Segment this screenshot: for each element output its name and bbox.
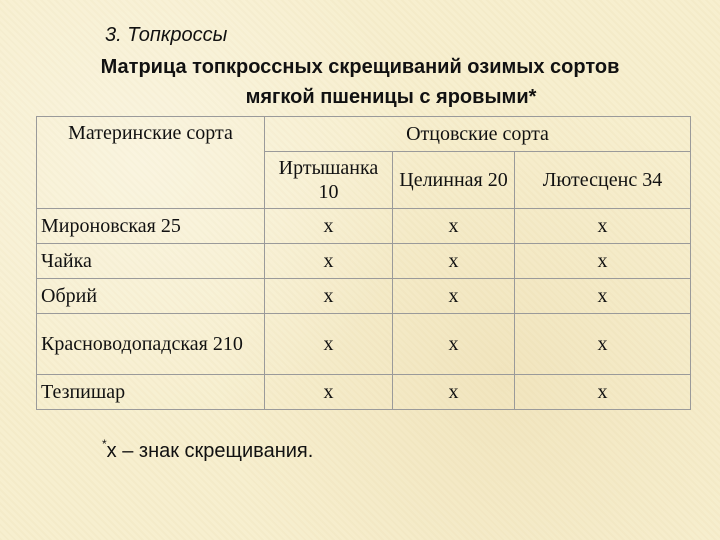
father-column-header: Иртышанка 10 xyxy=(265,152,393,209)
mother-variety-name: Мироновская 25 xyxy=(37,209,265,244)
cross-mark: x xyxy=(515,375,691,410)
father-column-header: Лютесценс 34 xyxy=(515,152,691,209)
cross-mark: x xyxy=(265,209,393,244)
mother-variety-name: Тезпишар xyxy=(37,375,265,410)
father-varieties-header: Отцовские сорта xyxy=(265,117,691,152)
cross-mark: x xyxy=(515,209,691,244)
slide-title xyxy=(0,52,720,112)
cross-mark: x xyxy=(265,279,393,314)
table-row xyxy=(37,375,691,410)
footnote-text: х – знак скрещивания. xyxy=(106,440,314,462)
cross-mark: x xyxy=(265,244,393,279)
cross-mark: x xyxy=(515,314,691,375)
table-row xyxy=(37,314,691,375)
cross-mark: x xyxy=(265,375,393,410)
father-column-header: Целинная 20 xyxy=(393,152,515,209)
cross-mark: x xyxy=(393,244,515,279)
mother-variety-name: Чайка xyxy=(37,244,265,279)
cross-mark: x xyxy=(393,375,515,410)
title-line-1: Матрица топкроссных скрещиваний озимых сортов xyxy=(100,56,620,78)
table-row xyxy=(37,244,691,279)
table-row xyxy=(37,279,691,314)
crossing-matrix-table xyxy=(36,116,691,410)
cross-mark: x xyxy=(393,209,515,244)
section-heading: 3. Топкроссы xyxy=(105,24,228,46)
title-line-2: мягкой пшеницы с яровыми* xyxy=(245,86,537,108)
footnote-marker: * xyxy=(102,437,107,451)
cross-mark: x xyxy=(265,314,393,375)
table-header-row xyxy=(37,117,691,152)
mother-variety-name: Обрий xyxy=(37,279,265,314)
footnote xyxy=(102,437,313,463)
table-row xyxy=(37,209,691,244)
cross-mark: x xyxy=(515,244,691,279)
mother-varieties-header: Материнские сорта xyxy=(37,117,265,209)
mother-variety-name: Красноводопадская 210 xyxy=(37,314,265,375)
cross-mark: x xyxy=(393,314,515,375)
cross-mark: x xyxy=(393,279,515,314)
cross-mark: x xyxy=(515,279,691,314)
